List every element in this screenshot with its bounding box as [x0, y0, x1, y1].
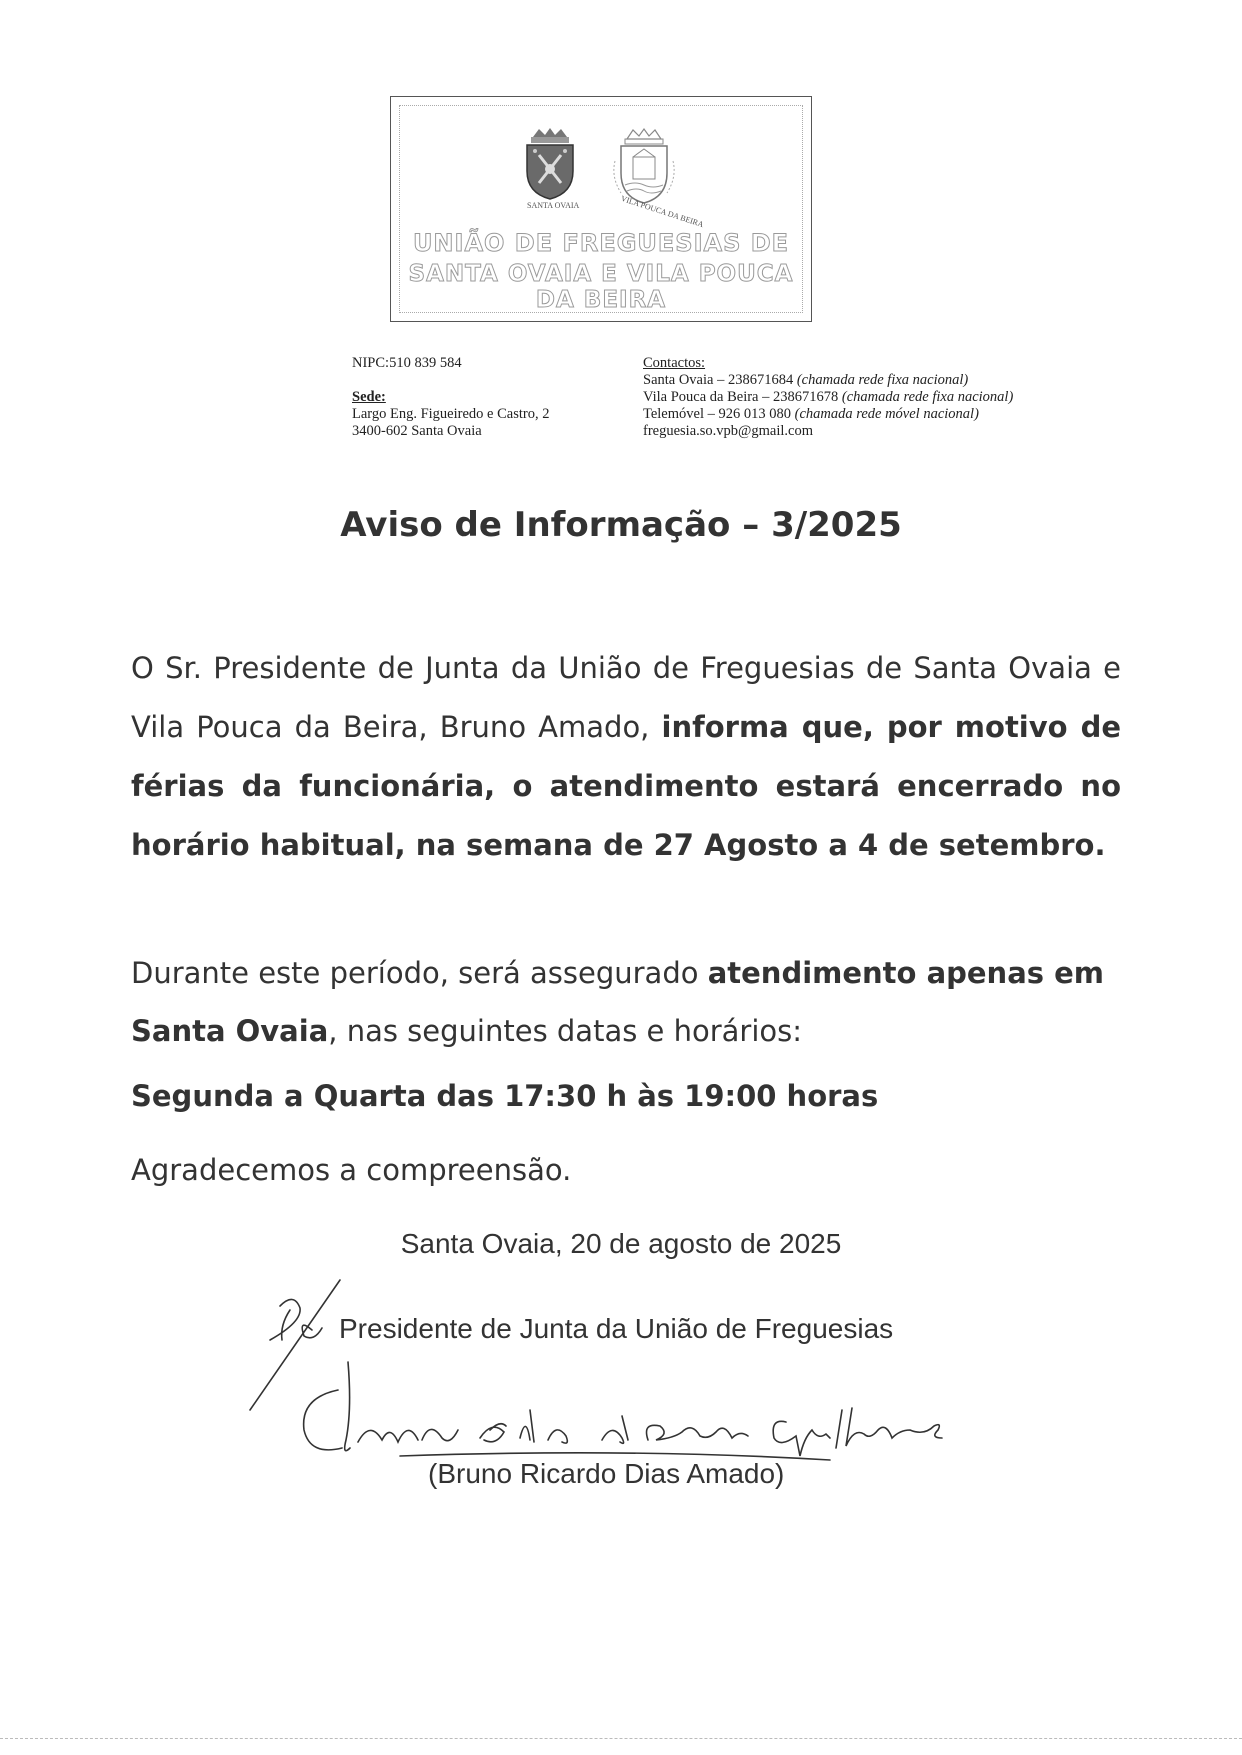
notice-paragraph-1: O Sr. Presidente de Junta da União de Freguesias de Santa Ovaia e Vila Pouca da Beira, Bruno Amado, informa que, por motivo de férias da funcionária, o atendimento estará encerrado no horário habitual, na semana de 27 Agosto a 4 de setembro. — [131, 651, 1122, 862]
sede-address-line1: Largo Eng. Figueiredo e Castro, 2 — [352, 406, 550, 422]
letterhead-title-line1: UNIÃO DE FREGUESIAS DE — [412, 229, 790, 257]
santa-ovaia-crest-icon — [519, 127, 581, 201]
info-right-block — [643, 355, 1013, 440]
santa-ovaia-crest-caption: SANTA OVAIA — [527, 201, 580, 210]
notice-paragraph-2: Durante este período, será assegurado atendimento apenas em Santa Ovaia, nas seguintes datas e horários: — [131, 956, 1105, 1048]
contact-email: freguesia.so.vpb@gmail.com — [643, 423, 813, 439]
contact-line-2: Vila Pouca da Beira – 238671678 (chamada rede fixa nacional) — [643, 389, 1014, 405]
contact-line-3: Telemóvel – 926 013 080 (chamada rede móvel nacional) — [643, 406, 979, 422]
contact-line-1: Santa Ovaia – 238671684 (chamada rede fixa nacional) — [643, 372, 969, 388]
notice-thanks: Agradecemos a compreensão. — [131, 1153, 572, 1187]
place-date-line: Santa Ovaia, 20 de agosto de 2025 — [400, 1228, 842, 1259]
nipc-text: NIPC:510 839 584 — [352, 355, 462, 371]
info-left-block — [352, 355, 549, 440]
letterhead-box — [390, 96, 812, 322]
vila-pouca-crest-caption: VILA POUCA DA BEIRA — [619, 193, 705, 230]
contactos-label: Contactos: — [643, 355, 706, 371]
president-name-line: (Bruno Ricardo Dias Amado) — [428, 1458, 785, 1489]
page-bottom-rule — [0, 1738, 1242, 1739]
notice-schedule: Segunda a Quarta das 17:30 h às 19:00 horas — [131, 1079, 879, 1113]
sede-address-line2: 3400-602 Santa Ovaia — [352, 423, 482, 439]
sede-label: Sede: — [352, 389, 386, 405]
president-title-line: Presidente de Junta da União de Freguesias — [339, 1313, 894, 1344]
notice-title: Aviso de Informação – 3/2025 — [340, 505, 902, 545]
letterhead-title-line2: SANTA OVAIA E VILA POUCA DA BEIRA — [408, 261, 794, 313]
